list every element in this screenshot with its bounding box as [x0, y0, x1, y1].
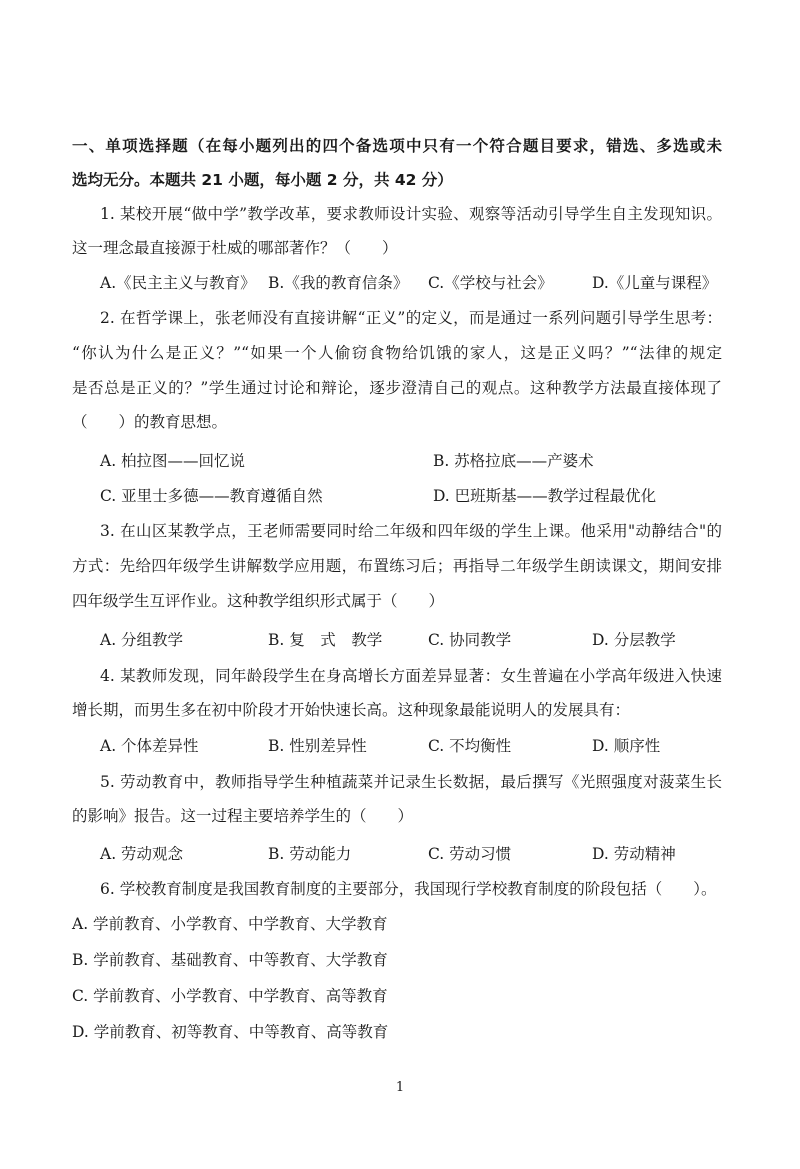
question-4-option-d: D. 顺序性 [592, 737, 661, 755]
question-2-line-2: “你认为什么是正义？”“如果一个人偷窃食物给饥饿的家人，这是正义吗？”“法律的规定 [72, 344, 722, 362]
question-2-line-1: 2. 在哲学课上，张老师没有直接讲解“正义”的定义，而是通过一系列问题引导学生思考： [100, 309, 722, 327]
question-4-options [100, 736, 722, 756]
question-3-line-3: 四年级学生互评作业。这种教学组织形式属于（ ） [72, 592, 445, 610]
question-5-option-b: B. 劳动能力 [268, 845, 352, 863]
question-4-option-b: B. 性别差异性 [268, 737, 367, 755]
question-3-option-b: B. 复 式 教学 [268, 631, 383, 649]
question-2-option-c: C. 亚里士多德——教育遵循自然 [100, 487, 323, 505]
question-6-option-a: A. 学前教育、小学教育、中学教育、大学教育 [72, 915, 388, 933]
question-1-line-1: 1. 某校开展“做中学”教学改革，要求教师设计实验、观察等活动引导学生自主发现知识。 [100, 205, 722, 223]
question-4-line-2: 增长期，而男生多在初中阶段才开始快速长高。这种现象最能说明人的发展具有： [72, 701, 631, 719]
question-6-option-c: C. 学前教育、小学教育、中学教育、高等教育 [72, 987, 388, 1005]
question-1-options [100, 273, 722, 293]
question-1-option-b: B.《我的教育信条》 [268, 274, 409, 292]
question-3-options [100, 630, 722, 650]
question-5-line-2: 的影响》报告。这一过程主要培养学生的（ ） [72, 807, 414, 825]
question-3-option-d: D. 分层教学 [592, 631, 676, 649]
question-5-option-a: A. 劳动观念 [100, 845, 184, 863]
question-4-line-1: 4. 某教师发现，同年龄段学生在身高增长方面差异显著：女生普遍在小学高年级进入快速 [100, 667, 722, 685]
question-3-option-c: C. 协同教学 [428, 631, 512, 649]
question-2-options-row-1 [100, 451, 722, 471]
question-6-option-b: B. 学前教育、基础教育、中等教育、大学教育 [72, 951, 388, 969]
question-5-option-d: D. 劳动精神 [592, 845, 676, 863]
question-4-option-a: A. 个体差异性 [100, 737, 199, 755]
question-6-option-d: D. 学前教育、初等教育、中等教育、高等教育 [72, 1023, 389, 1041]
question-1-option-c: C.《学校与社会》 [428, 274, 553, 292]
question-1-option-a: A.《民主主义与教育》 [100, 274, 256, 292]
question-2-line-4: （ ）的教育思想。 [72, 413, 228, 431]
question-5-line-1: 5. 劳动教育中，教师指导学生种植蔬菜并记录生长数据，最后撰写《光照强度对菠菜生长 [100, 773, 722, 791]
question-2-line-3: 是否总是正义的？”学生通过讨论和辩论，逐步澄清自己的观点。这种教学方法最直接体现了 [72, 379, 722, 397]
question-3-line-1: 3. 在山区某教学点，王老师需要同时给二年级和四年级的学生上课。他采用"动静结合"的 [100, 522, 722, 540]
page-number: 1 [395, 1080, 405, 1095]
question-3-line-2: 方式：先给四年级学生讲解数学应用题，布置练习后；再指导二年级学生朗读课文，期间安排 [72, 557, 722, 575]
question-4-option-c: C. 不均衡性 [428, 737, 512, 755]
question-5-option-c: C. 劳动习惯 [428, 845, 512, 863]
question-1-option-d: D.《儿童与课程》 [592, 274, 718, 292]
question-1-line-2: 这一理念最直接源于杜威的哪部著作？（ ） [72, 239, 398, 257]
question-2-option-a: A. 柏拉图——回忆说 [100, 452, 246, 470]
question-2-options-row-2 [100, 486, 722, 506]
question-5-options [100, 844, 722, 864]
question-3-option-a: A. 分组教学 [100, 631, 184, 649]
section-heading-line-2: 选均无分。本题共 21 小题，每小题 2 分，共 42 分） [72, 171, 453, 189]
question-6-line-1: 6. 学校教育制度是我国教育制度的主要部分，我国现行学校教育制度的阶段包括（ ）。 [100, 880, 717, 898]
question-2-option-b: B. 苏格拉底——产婆术 [432, 452, 594, 470]
section-heading-line-1: 一、单项选择题（在每小题列出的四个备选项中只有一个符合题目要求，错选、多选或未 [72, 137, 722, 155]
question-2-option-d: D. 巴班斯基——教学过程最优化 [432, 487, 657, 505]
